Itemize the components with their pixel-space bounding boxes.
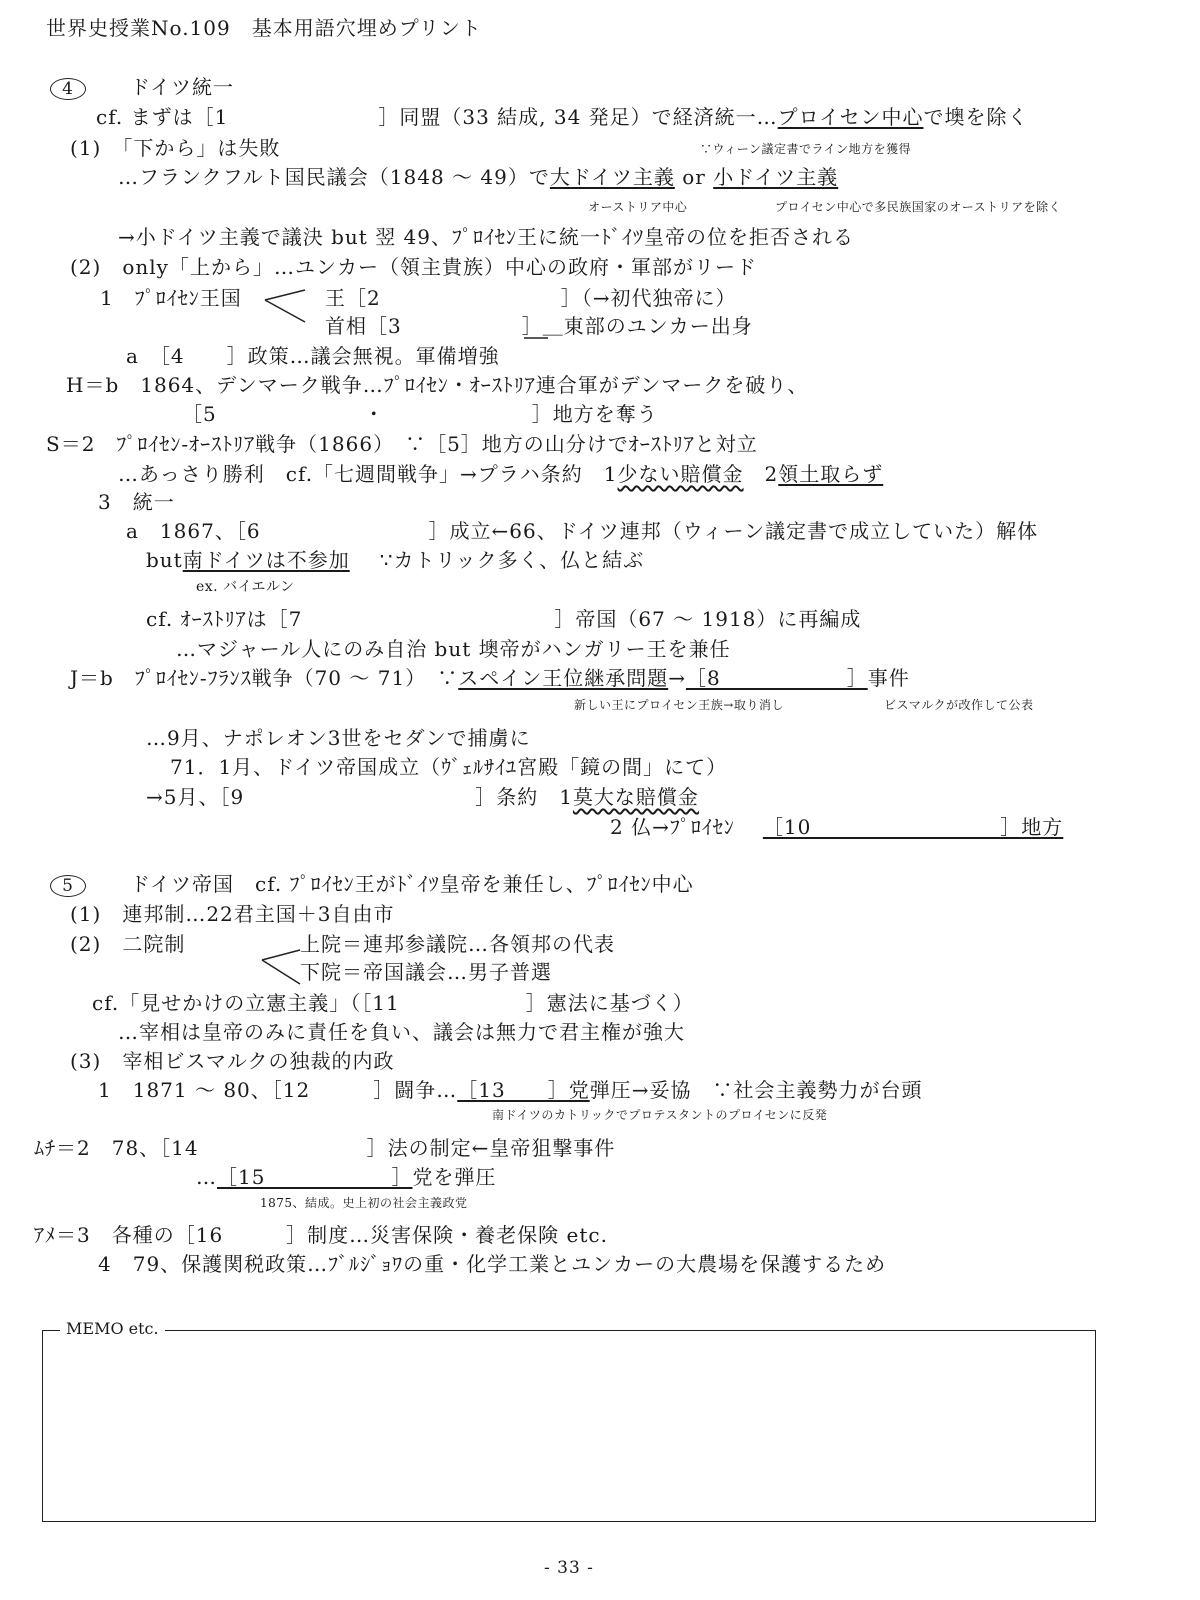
prussia-kingdom: 1 ﾌﾟﾛｲｾﾝ王国 bbox=[100, 286, 242, 310]
section-5-number: 5 bbox=[50, 875, 86, 897]
south-germany-absent: 南ドイツは不参加 bbox=[182, 548, 350, 572]
note-new-king: 新しい王にプロイセン王族→取り消し bbox=[574, 698, 784, 712]
alsace-lorraine bbox=[610, 814, 1063, 840]
section-4-number: 4 bbox=[50, 78, 86, 100]
blank-15: ［15 ］ bbox=[217, 1165, 413, 1189]
item-1-bottom-up: (1) 「下から」は失敗 bbox=[70, 136, 281, 160]
note-vienna: ∵ウィーン議定書でライン地方を獲得 bbox=[700, 142, 912, 156]
federal-system: (1) 連邦制…22君主国＋3自由市 bbox=[70, 902, 395, 926]
section-4-heading bbox=[50, 74, 234, 100]
blank-13: ［13 ］党 bbox=[457, 1078, 590, 1102]
kulturkampf bbox=[98, 1077, 922, 1103]
blank-2-king bbox=[325, 285, 737, 311]
north-german-confed: a 1867、［6 ］成立←66、ドイツ連邦（ウィーン議定書で成立していた）解体 bbox=[126, 519, 1039, 543]
prague-text: …あっさり勝利 cf.「七週間戦争」→プラハ条約 1 bbox=[118, 462, 618, 486]
no-territory: 領土取らず bbox=[778, 462, 884, 486]
frankfurt-assembly bbox=[118, 164, 838, 190]
note-prussia-center: プロイセン中心で多民族国家のオーストリアを除く bbox=[775, 200, 1062, 214]
prussia-center: プロイセン中心 bbox=[777, 105, 924, 129]
lesser-germany-vote: →小ドイツ主義で議決 but 翌 49、ﾌﾟﾛｲｾﾝ王に統一ﾄﾞｲﾂ皇帝の位を拒否される bbox=[118, 225, 854, 249]
south-germany bbox=[146, 547, 644, 573]
blank-3-start: 首相［3 bbox=[325, 314, 402, 338]
section-5-title: ドイツ帝国 cf. ﾌﾟﾛｲｾﾝ王がﾄﾞｲﾂ皇帝を兼任し、ﾌﾟﾛｲｾﾝ中心 bbox=[130, 872, 694, 896]
page-number: - 33 - bbox=[544, 1558, 594, 1578]
catholic-reason: ∵カトリック多く、仏と結ぶ bbox=[379, 548, 645, 572]
or-text: or bbox=[674, 165, 714, 189]
incident-text: 事件 bbox=[867, 666, 910, 690]
austro-prussian-war: S＝2 ﾌﾟﾛｲｾﾝ-ｵｰｽﾄﾘｱ戦争（1866） ∵［5］地方の山分けでｵｰｽﾄﾘｱと対立 bbox=[46, 432, 758, 456]
section-5-heading bbox=[50, 871, 694, 897]
frankfurt-text: …フランクフルト国民議会（1848 ～ 49）で bbox=[118, 165, 550, 189]
empire-founded: 71．1月、ドイツ帝国成立（ｳﾞｪﾙｻｲﾕ宮殿「鏡の間」にて） bbox=[170, 755, 728, 779]
item-3-unification: 3 統一 bbox=[98, 490, 175, 514]
france-to-prussia: 2 仏→ﾌﾟﾛｲｾﾝ bbox=[610, 815, 735, 839]
small-indemnity: 少ない賠償金 bbox=[617, 462, 744, 486]
ex-bavaria: ex. バイエルン bbox=[196, 579, 295, 595]
magyar-autonomy: …マジャール人にのみ自治 but 墺帝がハンガリー王を兼任 bbox=[176, 637, 731, 661]
memo-box[interactable] bbox=[42, 1330, 1096, 1522]
item-a-policy: a ［4 ］政策…議会無視。軍備増強 bbox=[126, 344, 500, 368]
ellipsis: … bbox=[196, 1165, 217, 1189]
blank-10: ［10 ］地方 bbox=[762, 815, 1064, 839]
suppress-party bbox=[196, 1164, 496, 1190]
arrow: → bbox=[668, 666, 686, 690]
note-first-socialist-party: 1875、結成。史上初の社会主義政党 bbox=[260, 1196, 468, 1210]
blank-9: →5月、［9 ］条約 1 bbox=[146, 785, 573, 809]
blank-3-pm bbox=[325, 313, 753, 339]
social-insurance: ｱﾒ＝3 各種の［16 ］制度…災害保険・養老保険 etc. bbox=[34, 1223, 608, 1247]
prague-treaty bbox=[118, 461, 883, 487]
kulturkampf-end: 弾圧→妥協 ∵社会主義勢力が台頭 bbox=[589, 1078, 923, 1102]
greater-germany: 大ドイツ主義 bbox=[549, 165, 675, 189]
blank-2-end: ］（→初代独帝に） bbox=[560, 286, 737, 310]
lower-house: 下院＝帝国議会…男子普選 bbox=[300, 960, 552, 984]
party-suppressed: 党を弾圧 bbox=[412, 1165, 497, 1189]
protective-tariff: 4 79、保護関税政策…ﾌﾞﾙｼﾞｮﾜの重・化学工業とユンカーの大農場を保護するため bbox=[98, 1252, 887, 1276]
memo-label: MEMO etc. bbox=[60, 1318, 165, 1340]
section-4-title: ドイツ統一 bbox=[130, 75, 234, 99]
upper-house: 上院＝連邦参議院…各領邦の代表 bbox=[300, 932, 615, 956]
lesser-germany: 小ドイツ主義 bbox=[713, 165, 839, 189]
huge-indemnity: 莫大な賠償金 bbox=[572, 785, 699, 809]
fp-war-text: J＝b ﾌﾟﾛｲｾﾝ-ﾌﾗﾝｽ戦争（70 ～ 71） ∵ bbox=[70, 666, 459, 690]
bicameral: (2) 二院制 bbox=[70, 932, 186, 956]
item-2-top-down: (2) only「上から」…ユンカー（領主貴族）中心の政府・軍部がリード bbox=[70, 255, 757, 279]
blank-2-start: 王［2 bbox=[325, 286, 381, 310]
sham-constitutionalism: cf.「見せかけの立憲主義」（［11 ］憲法に基づく） bbox=[92, 991, 694, 1015]
cf-zollverein-end: で墺を除く bbox=[923, 105, 1029, 129]
blank-12: 1 1871 ～ 80、［12 ］闘争… bbox=[98, 1078, 458, 1102]
socialist-law: ﾑﾁ＝2 78、［14 ］法の制定←皇帝狙撃事件 bbox=[34, 1136, 616, 1160]
blank-8: ［8 ］ bbox=[685, 666, 868, 690]
cf-zollverein bbox=[96, 104, 1028, 130]
blank-3-end: ］＿東部のユンカー出身 bbox=[521, 314, 753, 338]
bismarck-domestic: (3) 宰相ビスマルクの独裁的内政 bbox=[70, 1049, 395, 1073]
blank-5: ［5 ・ ］地方を奪う bbox=[182, 402, 658, 426]
blank-1-start: cf. まずは［1 bbox=[96, 105, 229, 129]
chancellor-responsibility: …宰相は皇帝のみに責任を負い、議会は無力で君主権が強大 bbox=[118, 1020, 685, 1044]
note-bismarck-edit: ビスマルクが改作して公表 bbox=[884, 698, 1034, 712]
note-catholic-south: 南ドイツのカトリックでプロテスタントのプロイセンに反発 bbox=[492, 1108, 828, 1122]
prague-2: 2 bbox=[743, 462, 779, 486]
sedan: …9月、ナポレオン3世をセダンで捕虜に bbox=[146, 726, 531, 750]
page-title: 世界史授業No.109 基本用語穴埋めプリント bbox=[46, 16, 482, 40]
note-austria-center: オーストリア中心 bbox=[588, 200, 688, 214]
denmark-war: H＝b 1864、デンマーク戦争…ﾌﾟﾛｲｾﾝ・ｵｰｽﾄﾘｱ連合軍がデンマークを破り、 bbox=[66, 373, 809, 397]
frankfurt-treaty bbox=[146, 784, 699, 810]
austria-hungary: cf. ｵｰｽﾄﾘｱは［7 ］帝国（67 ～ 1918）に再編成 bbox=[146, 607, 862, 631]
but-text: but bbox=[146, 548, 183, 572]
franco-prussian-war bbox=[70, 665, 910, 691]
spanish-succession: スペイン王位継承問題 bbox=[458, 666, 669, 690]
cf-zollverein-mid: ］同盟（33 結成, 34 発足）で経済統一… bbox=[378, 105, 778, 129]
